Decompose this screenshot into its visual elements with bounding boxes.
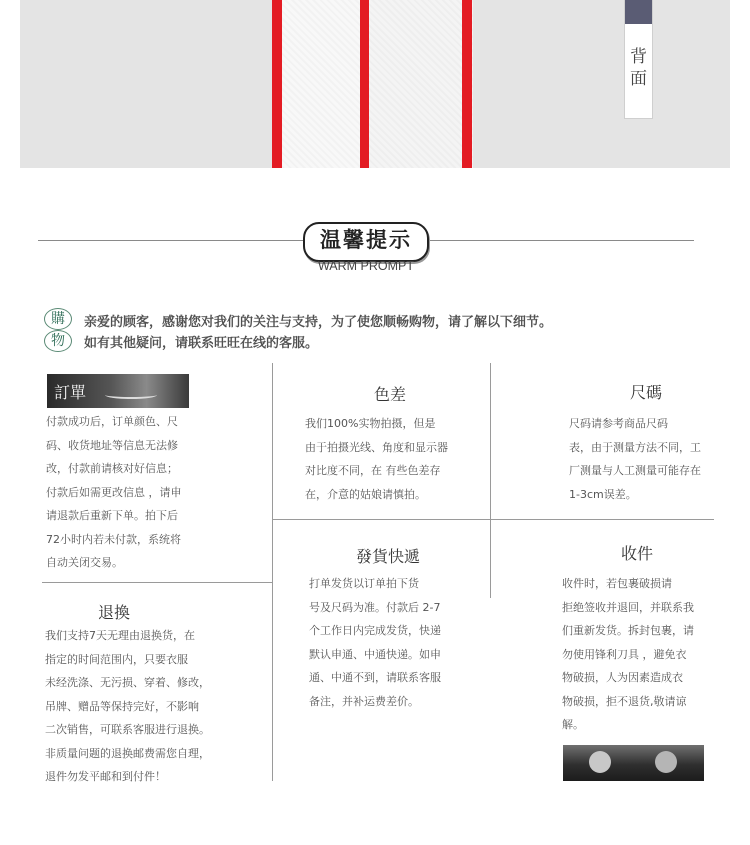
size-text: 尺码请参考商品尺码 表，由于测量方法不同，工 厂测量与人工测量可能存在 1-3cm误差。 xyxy=(569,417,701,501)
back-view-tag xyxy=(624,0,653,119)
order-banner xyxy=(47,374,189,408)
section-title: 温馨提示 xyxy=(320,227,412,252)
grid-divider-h-left xyxy=(42,582,272,583)
shipping-title: 發貨快遞 xyxy=(355,547,420,566)
pants-image xyxy=(272,0,482,168)
shipping-text: 打单发货以订单拍下货 号及尺码为准。付款后 2-7 个工作日内完成发货，快递 默认申通、中通快递。如申 通、中通不到，请联系客服 备注，并补运费差价。 xyxy=(309,577,441,708)
back-view-label: 背面 xyxy=(630,47,647,89)
returns-title: 退換 xyxy=(97,603,130,622)
color-diff-title: 色差 xyxy=(373,385,406,404)
heading-rule-left xyxy=(38,240,304,241)
shopping-seal-icon xyxy=(42,308,72,352)
returns-text: 我们支持7天无理由退换货，在 指定的时间范围内，只要衣服 未经洗涤、无污损、穿着、修改， 吊牌、赠品等保持完好，不影响 二次销售，可联系客服进行退换。 非质量问题的退换邮费需您自理， 退件勿发平邮和到付件！ xyxy=(45,629,210,783)
order-notice-text: 付款成功后，订单颜色、尺 码、收货地址等信息无法修 改，付款前请核对好信息； 付款后如需更改信息 ，请申 请退款后重新下单。拍下后 72小时内若未付款，系统将 自动关闭交易。 xyxy=(46,415,182,569)
section-subtitle: WARM PROMPT xyxy=(317,259,415,273)
color-diff-text: 我们100%实物拍摄，但是 由于拍摄光线、角度和显示器 对比度不同，在 有些色差存 在，介意的姑娘请慎拍。 xyxy=(305,417,448,501)
receiving-title: 收件 xyxy=(620,544,653,563)
product-photo xyxy=(20,0,730,168)
brush-stroke-icon xyxy=(105,391,157,399)
intro-line-1: 亲爱的顾客，感谢您对我们的关注与支持，为了使您顺畅购物，请了解以下细节。 xyxy=(84,315,553,330)
receiving-photo xyxy=(563,745,704,781)
seal-char-bottom: 物 xyxy=(44,330,72,352)
receiving-text: 收件时，若包裹破损请 拒绝签收并退回，并联系我 们重新发货。拆封包裹，请 勿使用锋利刀具 ，避免衣 物破损，人为因素造成衣 物破损，拒不退货,敬请谅 解。 xyxy=(562,577,694,731)
grid-divider-v1 xyxy=(272,363,273,781)
grid-divider-v2 xyxy=(490,363,491,598)
grid-divider-h-mid xyxy=(272,519,714,520)
seal-char-top: 購 xyxy=(44,308,72,330)
heading-rule-right xyxy=(428,240,694,241)
size-title: 尺碼 xyxy=(629,383,662,402)
intro-line-2: 如有其他疑问，请联系旺旺在线的客服。 xyxy=(84,336,319,351)
order-banner-label: 訂單 xyxy=(54,383,87,402)
